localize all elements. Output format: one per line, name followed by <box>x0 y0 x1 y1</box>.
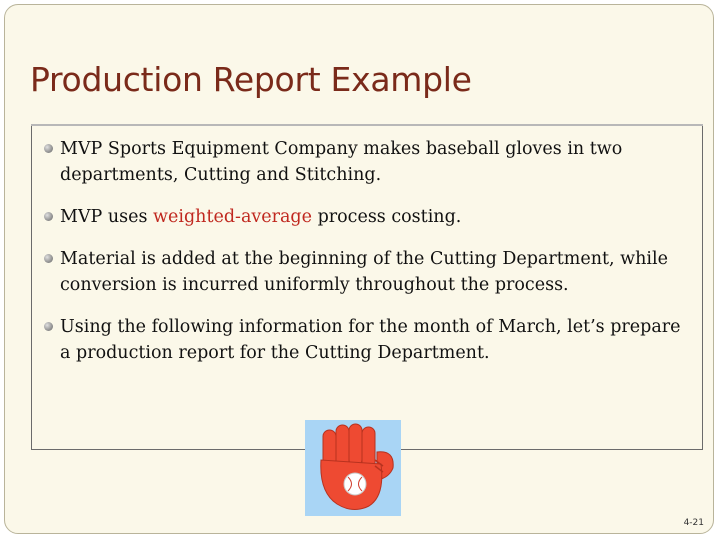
bullet-text-post: process costing. <box>312 207 462 227</box>
page-number: 4-21 <box>683 518 704 528</box>
bullet-dot-icon <box>44 254 53 263</box>
bullet-item <box>44 314 689 366</box>
bullet-text-pre: MVP uses <box>60 207 154 227</box>
content-top-rule <box>31 124 703 126</box>
bullet-item <box>44 136 689 188</box>
baseball-glove-image <box>305 420 401 516</box>
bullet-list <box>44 136 689 382</box>
bullet-text: Using the following information for the month of March, let’s prepare a production report for the Cutting Department. <box>60 317 681 363</box>
bullet-item <box>44 204 689 230</box>
bullet-item <box>44 246 689 298</box>
bullet-dot-icon <box>44 322 53 331</box>
bullet-dot-icon <box>44 144 53 153</box>
bullet-dot-icon <box>44 212 53 221</box>
bullet-text: MVP Sports Equipment Company makes baseball gloves in two departments, Cutting and Stitching. <box>60 139 623 185</box>
slide-title: Production Report Example <box>30 60 472 99</box>
bullet-highlight-term: weighted-average <box>153 207 312 227</box>
baseball-icon <box>344 473 366 495</box>
bullet-text: Material is added at the beginning of the Cutting Department, while conversion is incurred uniformly throughout the process. <box>60 249 668 295</box>
